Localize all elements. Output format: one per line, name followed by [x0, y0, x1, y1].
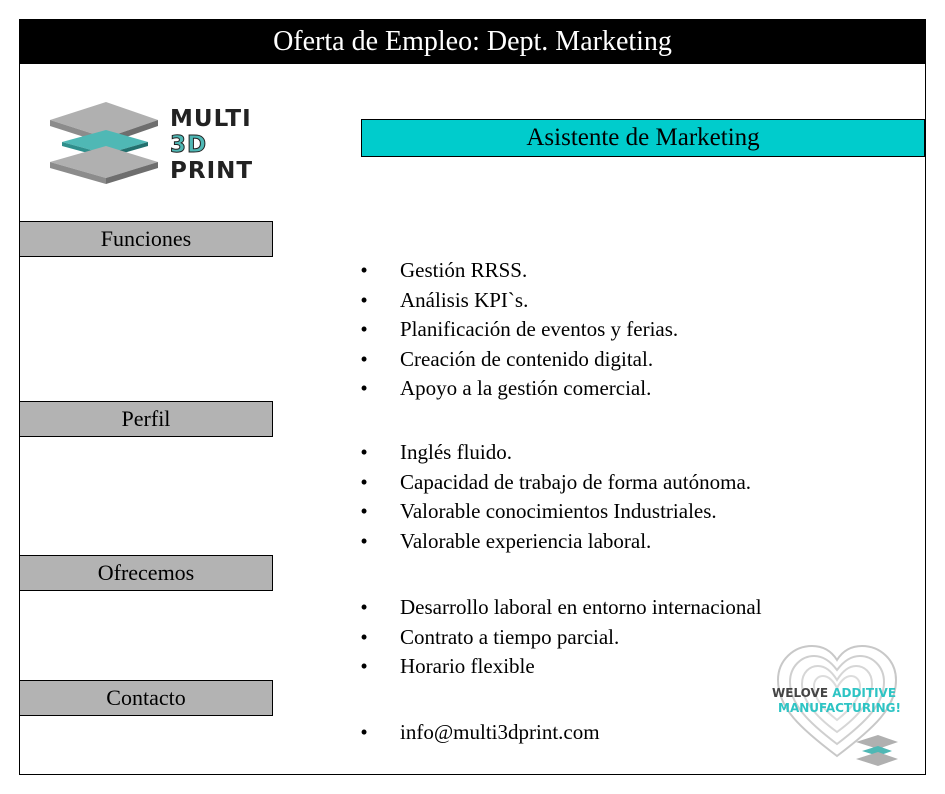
list-item-text: Planificación de eventos y ferias.: [400, 317, 679, 341]
list-item-text: Horario flexible: [400, 654, 535, 678]
badge-manufacturing: MANUFACTURING!: [778, 701, 901, 715]
bullet-icon: •: [360, 287, 368, 312]
list-item-text: Valorable conocimientos Industriales.: [400, 499, 717, 523]
list-item-text: Apoyo a la gestión comercial.: [400, 376, 652, 400]
contact-email[interactable]: info@multi3dprint.com: [400, 720, 600, 744]
list-item: [358, 593, 762, 623]
logo-word-multi: MULTI: [170, 106, 252, 132]
perfil-list: [358, 438, 751, 556]
bullet-icon: •: [360, 258, 368, 282]
bullet-icon: •: [360, 376, 368, 400]
list-item: [358, 623, 762, 653]
badge-love: LOVE: [793, 686, 829, 700]
badge-additive: ADDITIVE: [832, 686, 897, 700]
list-item: [358, 468, 751, 498]
page-title: Oferta de Empleo: Dept. Marketing: [19, 19, 926, 64]
list-item: [358, 652, 762, 682]
list-item: [358, 286, 678, 316]
list-item: [358, 497, 751, 527]
position-title: Asistente de Marketing: [361, 119, 925, 157]
contacto-list: [358, 718, 600, 748]
list-item: [358, 527, 751, 557]
logo-word-3d: 3D: [170, 132, 208, 158]
section-label-contacto: Contacto: [19, 680, 273, 716]
bullet-icon: •: [360, 595, 368, 619]
list-item: [358, 718, 600, 748]
bullet-icon: •: [360, 317, 368, 341]
bullet-icon: •: [360, 720, 368, 744]
bullet-icon: •: [360, 469, 368, 494]
list-item-text: Gestión RRSS.: [400, 258, 528, 282]
logo-wordmark: [170, 106, 253, 184]
list-item: [358, 315, 678, 345]
section-label-ofrecemos: Ofrecemos: [19, 555, 273, 591]
list-item-text: Capacidad de trabajo de forma autónoma.: [400, 469, 752, 494]
bullet-icon: •: [360, 346, 368, 371]
list-item: [358, 256, 678, 286]
list-item: [358, 345, 678, 375]
badge-tagline: [772, 686, 896, 700]
list-item-text: Valorable experiencia laboral.: [400, 528, 652, 553]
section-label-funciones: Funciones: [19, 221, 273, 257]
list-item-text: Análisis KPI`s.: [400, 287, 529, 312]
list-item-text: Inglés fluido.: [400, 440, 512, 464]
ofrecemos-list: [358, 593, 762, 682]
list-item: [358, 438, 751, 468]
list-item-text: Desarrollo laboral en entorno internacional: [400, 595, 762, 619]
section-label-perfil: Perfil: [19, 401, 273, 437]
logo-word-print: PRINT: [170, 158, 254, 184]
bullet-icon: •: [360, 499, 368, 523]
bullet-icon: •: [360, 440, 368, 464]
list-item: [358, 374, 678, 404]
bullet-icon: •: [360, 624, 368, 649]
list-item-text: Creación de contenido digital.: [400, 346, 654, 371]
bullet-icon: •: [360, 654, 368, 678]
funciones-list: [358, 256, 678, 404]
badge-we: WE: [772, 686, 794, 700]
bullet-icon: •: [360, 528, 368, 553]
list-item-text: Contrato a tiempo parcial.: [400, 624, 620, 649]
